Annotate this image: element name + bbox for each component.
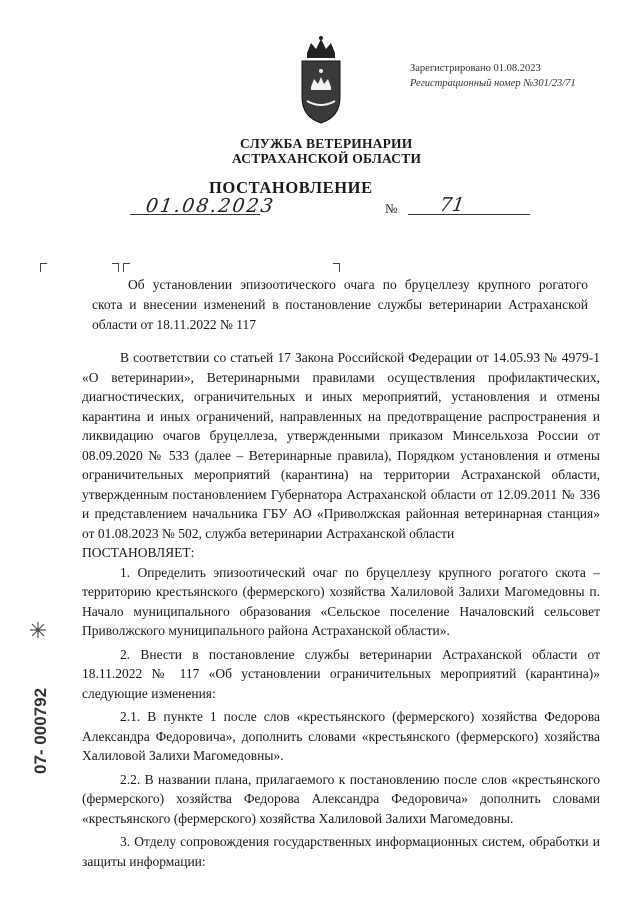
- date-underline: [130, 214, 260, 215]
- preamble-paragraph: В соответствии со статьей 17 Закона Российской Федерации от 14.05.93 № 4979-1 «О ветеринарии», Ветеринарными правилами осуществления профилактических, диагностических, ограничительных и иных мероприятий, установления и отмены карантина и иных ограничений, направленных на предотвращение распространения и ликвидацию очагов бруцеллеза, утвержденными приказом Минсельхоза России от 08.09.2020 № 533 (далее – Ветеринарные правила), Порядком установления и отмены ограничительных мероприятий (карантина) на территории Астраханской области, утвержденным постановлением Губернатора Астраханской области от 12.09.2011 № 336 и представлением начальника ГБУ АО «Приволжская районная ветеринарная станция» от 01.08.2023 № 502, служба ветеринарии Астраханской области: [82, 350, 600, 541]
- asterisk-icon: [30, 622, 46, 638]
- organization-name-line2: АСТРАХАНСКОЙ ОБЛАСТИ: [232, 151, 422, 166]
- document-title: ПОСТАНОВЛЕНИЕ: [209, 178, 373, 197]
- corner-mark: [40, 263, 47, 272]
- document-body: [82, 348, 600, 871]
- number-label: №: [385, 201, 398, 216]
- item-paragraph: 2.2. В названии плана, прилагаемого к постановлению после слов «крестьянского (фермерского) хозяйства Федорова Александра Федоровича» дополнить словами «крестьянского (фермерского) хозяйства Халиловой Залихи Магомедовны.: [82, 771, 600, 826]
- item-paragraph: 3. Отделу сопровождения государственных информационных систем, обработки и защиты информации:: [82, 834, 600, 869]
- organization-name-line1: СЛУЖБА ВЕТЕРИНАРИИ: [240, 136, 413, 151]
- side-stamp-code: 07- 000792: [31, 687, 50, 774]
- item-paragraph: 2. Внести в постановление службы ветеринарии Астраханской области от 18.11.2022 № 117 «Об установлении ограничительных мероприятий (карантина)» следующие изменения:: [82, 646, 600, 701]
- resolves-heading: ПОСТАНОВЛЯЕТ:: [82, 545, 195, 560]
- corner-mark: [112, 263, 119, 272]
- registration-number: Регистрационный номер №301/23/71: [410, 78, 576, 89]
- item-paragraph: 1. Определить эпизоотический очаг по бруцеллезу крупного рогатого скота – территорию крестьянского (фермерского) хозяйства Халиловой Залихи Магомедовны п. Начало муниципального образования «Сельское поселение Началовский сельсовет Приволжского муниципального района Астраханской области».: [82, 564, 600, 638]
- document-subject: Об установлении эпизоотического очага по бруцеллезу крупного рогатого скота и внесении изменений в постановление службы ветеринарии Астраханской области от 18.11.2022 № 117: [92, 277, 588, 332]
- document-number: 71: [438, 194, 466, 216]
- coat-of-arms-emblem: [297, 35, 345, 125]
- corner-mark: [123, 263, 130, 272]
- number-underline: [408, 214, 530, 215]
- side-registration-stamp: [14, 620, 66, 780]
- registration-date: Зарегистрировано 01.08.2023: [410, 63, 541, 74]
- document-date: 01.08.2023: [144, 195, 277, 217]
- item-paragraph: 2.1. В пункте 1 после слов «крестьянского (фермерского) хозяйства Федорова Александра Федоровича», дополнить словами «крестьянского (фермерского) хозяйства Халиловой Залихи Магомедовны».: [82, 709, 600, 763]
- corner-mark: [333, 263, 340, 272]
